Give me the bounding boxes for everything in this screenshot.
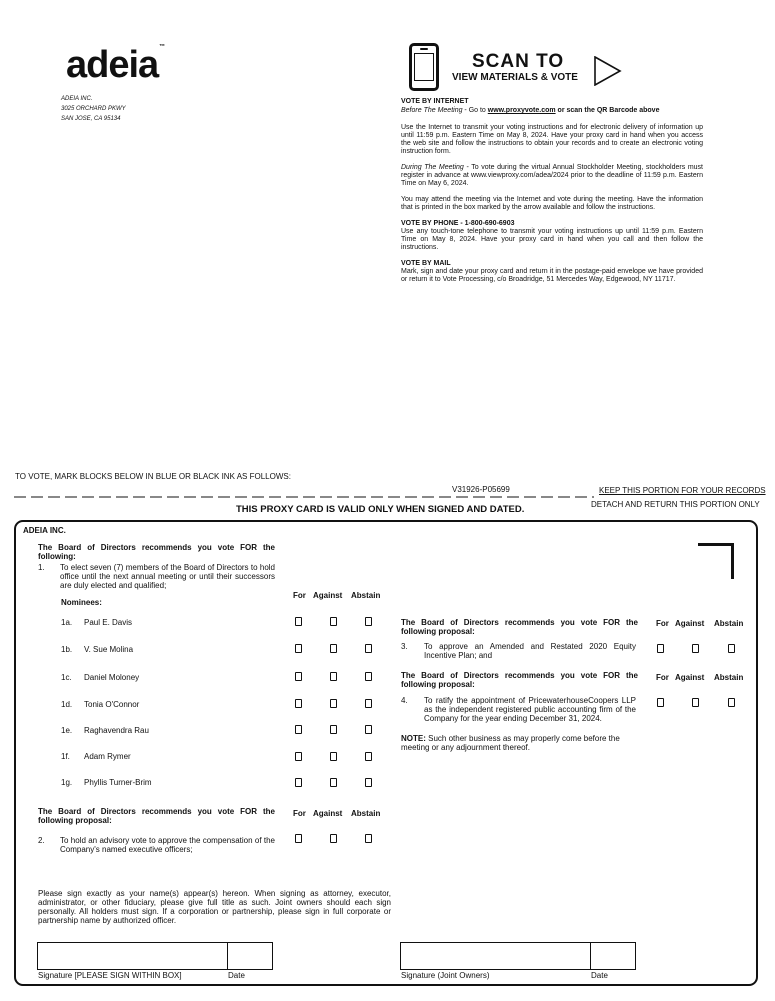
- item-3-number: 3.: [401, 642, 408, 651]
- detach-portion-text: DETACH AND RETURN THIS PORTION ONLY: [591, 500, 760, 509]
- nominees-label: Nominees:: [61, 598, 102, 607]
- col-against-1: Against: [313, 591, 343, 600]
- proxyvote-link[interactable]: www.proxyvote.com: [487, 107, 556, 114]
- nominee-name: Tonia O'Connor: [84, 700, 140, 709]
- checkbox-1c-for[interactable]: [295, 672, 302, 681]
- nominee-name: Paul E. Davis: [84, 618, 133, 627]
- col-abstain-1: Abstain: [351, 591, 381, 600]
- signature-label: Signature [PLEASE SIGN WITHIN BOX]: [38, 971, 182, 980]
- recommendation-proposal-3: The Board of Directors recommends you vote FOR the following proposal:: [401, 618, 638, 636]
- checkbox-1e-abstain[interactable]: [365, 725, 372, 734]
- checkbox-2-for[interactable]: [295, 834, 302, 843]
- item-1-text: To elect seven (7) members of the Board of Directors to hold office until the next annual meeting or until their successors are duly elected and qualified;: [60, 563, 275, 590]
- col-against-3: Against: [675, 619, 705, 628]
- smartphone-icon: [409, 43, 439, 91]
- col-for-2: For: [293, 809, 306, 818]
- recommendation-proposal-1: The Board of Directors recommends you vote FOR the following:: [38, 543, 275, 561]
- checkbox-3-against[interactable]: [692, 644, 699, 653]
- item-3-text: To approve an Amended and Restated 2020 Equity Incentive Plan; and: [424, 642, 636, 660]
- checkbox-1a-against[interactable]: [330, 617, 337, 626]
- item-2-number: 2.: [38, 836, 45, 845]
- control-number: V31926-P05699: [452, 485, 510, 494]
- checkbox-1d-for[interactable]: [295, 699, 302, 708]
- nominee-number: 1d.: [61, 700, 73, 709]
- checkbox-3-for[interactable]: [657, 644, 664, 653]
- checkbox-1f-for[interactable]: [295, 752, 302, 761]
- internet-instructions: Use the Internet to transmit your voting instructions and for electronic delivery of information up until 11:59 p.m. Eastern Time on May 8, 2024. Have your proxy card in hand when you access the web site and follow the instructions to obtain your records and to create an electronic voting instruction form.: [401, 124, 703, 155]
- checkbox-1e-for[interactable]: [295, 725, 302, 734]
- checkbox-1c-abstain[interactable]: [365, 672, 372, 681]
- checkbox-1b-abstain[interactable]: [365, 644, 372, 653]
- checkbox-1f-against[interactable]: [330, 752, 337, 761]
- vote-phone-heading: VOTE BY PHONE - 1-800-690-6903: [401, 220, 515, 227]
- address-line-3: SAN JOSE, CA 95134: [61, 116, 121, 122]
- company-logo: [66, 44, 164, 87]
- vote-mail-text: Mark, sign and date your proxy card and return it in the postage-paid envelope we have provided or return it to Vote Processing, c/o Broadridge, 51 Mercedes Way, Edgewood, NY 11717.: [401, 268, 703, 283]
- checkbox-1b-for[interactable]: [295, 644, 302, 653]
- checkbox-4-for[interactable]: [657, 698, 664, 707]
- vote-internet-heading: VOTE BY INTERNET: [401, 98, 469, 105]
- before-meeting-line: Before The Meeting - Go to www.proxyvote.com or scan the QR Barcode above: [401, 107, 660, 114]
- nominee-number: 1a.: [61, 618, 73, 627]
- card-company-name: ADEIA INC.: [23, 526, 66, 535]
- item-2-text: To hold an advisory vote to approve the compensation of the Company's named executive officers;: [60, 836, 275, 854]
- joint-signature-date-divider: [590, 942, 591, 970]
- signing-instructions: Please sign exactly as your name(s) appear(s) hereon. When signing as attorney, executor, administrator, or other fiduciary, please give full title as such. Joint owners should each sign personally. All holders must sign. If a corporation or partnership, please sign in full corporate or partnership name by authorized officer.: [38, 889, 391, 925]
- nominee-name: V. Sue Molina: [84, 645, 134, 654]
- checkbox-4-against[interactable]: [692, 698, 699, 707]
- address-line-2: 3025 ORCHARD PKWY: [61, 106, 126, 112]
- address-line-1: ADEIA INC.: [61, 96, 93, 102]
- nominee-name: Raghavendra Rau: [84, 726, 149, 735]
- signature-date-divider: [227, 942, 228, 970]
- checkbox-1a-for[interactable]: [295, 617, 302, 626]
- nominee-name: Daniel Moloney: [84, 673, 140, 682]
- checkbox-1a-abstain[interactable]: [365, 617, 372, 626]
- checkbox-4-abstain[interactable]: [728, 698, 735, 707]
- nominee-number: 1g.: [61, 778, 73, 787]
- col-abstain-2: Abstain: [351, 809, 381, 818]
- checkbox-1g-for[interactable]: [295, 778, 302, 787]
- col-abstain-3: Abstain: [714, 619, 744, 628]
- ink-instruction: TO VOTE, MARK BLOCKS BELOW IN BLUE OR BLACK INK AS FOLLOWS:: [15, 472, 291, 481]
- recommendation-proposal-4: The Board of Directors recommends you vote FOR the following proposal:: [401, 671, 638, 689]
- col-against-4: Against: [675, 673, 705, 682]
- attend-meeting-text: You may attend the meeting via the Internet and vote during the meeting. Have the information that is printed in the box marked by the arrow available and follow the instructions.: [401, 196, 703, 211]
- joint-signature-label: Signature (Joint Owners): [401, 971, 490, 980]
- keep-portion-text: KEEP THIS PORTION FOR YOUR RECORDS: [599, 486, 766, 495]
- checkbox-1e-against[interactable]: [330, 725, 337, 734]
- col-abstain-4: Abstain: [714, 673, 744, 682]
- checkbox-1g-abstain[interactable]: [365, 778, 372, 787]
- nominee-number: 1b.: [61, 645, 73, 654]
- item-4-number: 4.: [401, 696, 408, 705]
- joint-date-label: Date: [591, 971, 608, 980]
- scan-subtitle: VIEW MATERIALS & VOTE: [452, 72, 578, 83]
- checkbox-1d-against[interactable]: [330, 699, 337, 708]
- col-for-4: For: [656, 673, 669, 682]
- recommendation-proposal-2: The Board of Directors recommends you vote FOR the following proposal:: [38, 807, 275, 825]
- signature-box[interactable]: [37, 942, 273, 970]
- proxy-valid-notice: THIS PROXY CARD IS VALID ONLY WHEN SIGNED AND DATED.: [236, 504, 525, 515]
- col-for-3: For: [656, 619, 669, 628]
- col-for-1: For: [293, 591, 306, 600]
- checkbox-2-abstain[interactable]: [365, 834, 372, 843]
- vote-mail-heading: VOTE BY MAIL: [401, 260, 451, 267]
- joint-signature-box[interactable]: [400, 942, 636, 970]
- nominee-number: 1f.: [61, 752, 70, 761]
- nominee-number: 1c.: [61, 673, 72, 682]
- checkbox-1b-against[interactable]: [330, 644, 337, 653]
- nominee-name: Adam Rymer: [84, 752, 131, 761]
- checkbox-1f-abstain[interactable]: [365, 752, 372, 761]
- checkbox-1g-against[interactable]: [330, 778, 337, 787]
- checkbox-1c-against[interactable]: [330, 672, 337, 681]
- item-4-text: To ratify the appointment of PricewaterhouseCoopers LLP as the independent registered public accounting firm of the Company for the year ending December 31, 2024.: [424, 696, 636, 723]
- scan-title: SCAN TO: [472, 51, 565, 72]
- note-text: NOTE: Such other business as may properly come before the meeting or any adjournment thereof.: [401, 734, 620, 752]
- nominee-name: Phyllis Turner-Brim: [84, 778, 152, 787]
- item-1-number: 1.: [38, 563, 45, 572]
- nominee-number: 1e.: [61, 726, 73, 735]
- checkbox-1d-abstain[interactable]: [365, 699, 372, 708]
- corner-mark: [698, 543, 734, 579]
- logo-trademark: ™: [159, 44, 165, 50]
- during-meeting-text: During The Meeting - To vote during the virtual Annual Stockholder Meeting, stockholders must register in advance at www.viewproxy.com/adea/2024 prior to the deadline of 11:59 p.m. Eastern Time on May 6, 2024.: [401, 164, 703, 187]
- vote-phone-text: Use any touch-tone telephone to transmit your voting instructions up until 11:59 p.m. Eastern Time on May 8, 2024. Have your proxy card in hand when you call and then follow the instructions.: [401, 228, 703, 251]
- checkbox-2-against[interactable]: [330, 834, 337, 843]
- checkbox-3-abstain[interactable]: [728, 644, 735, 653]
- play-arrow-icon: [593, 56, 623, 86]
- logo-text: adeia: [66, 44, 159, 86]
- date-label: Date: [228, 971, 245, 980]
- col-against-2: Against: [313, 809, 343, 818]
